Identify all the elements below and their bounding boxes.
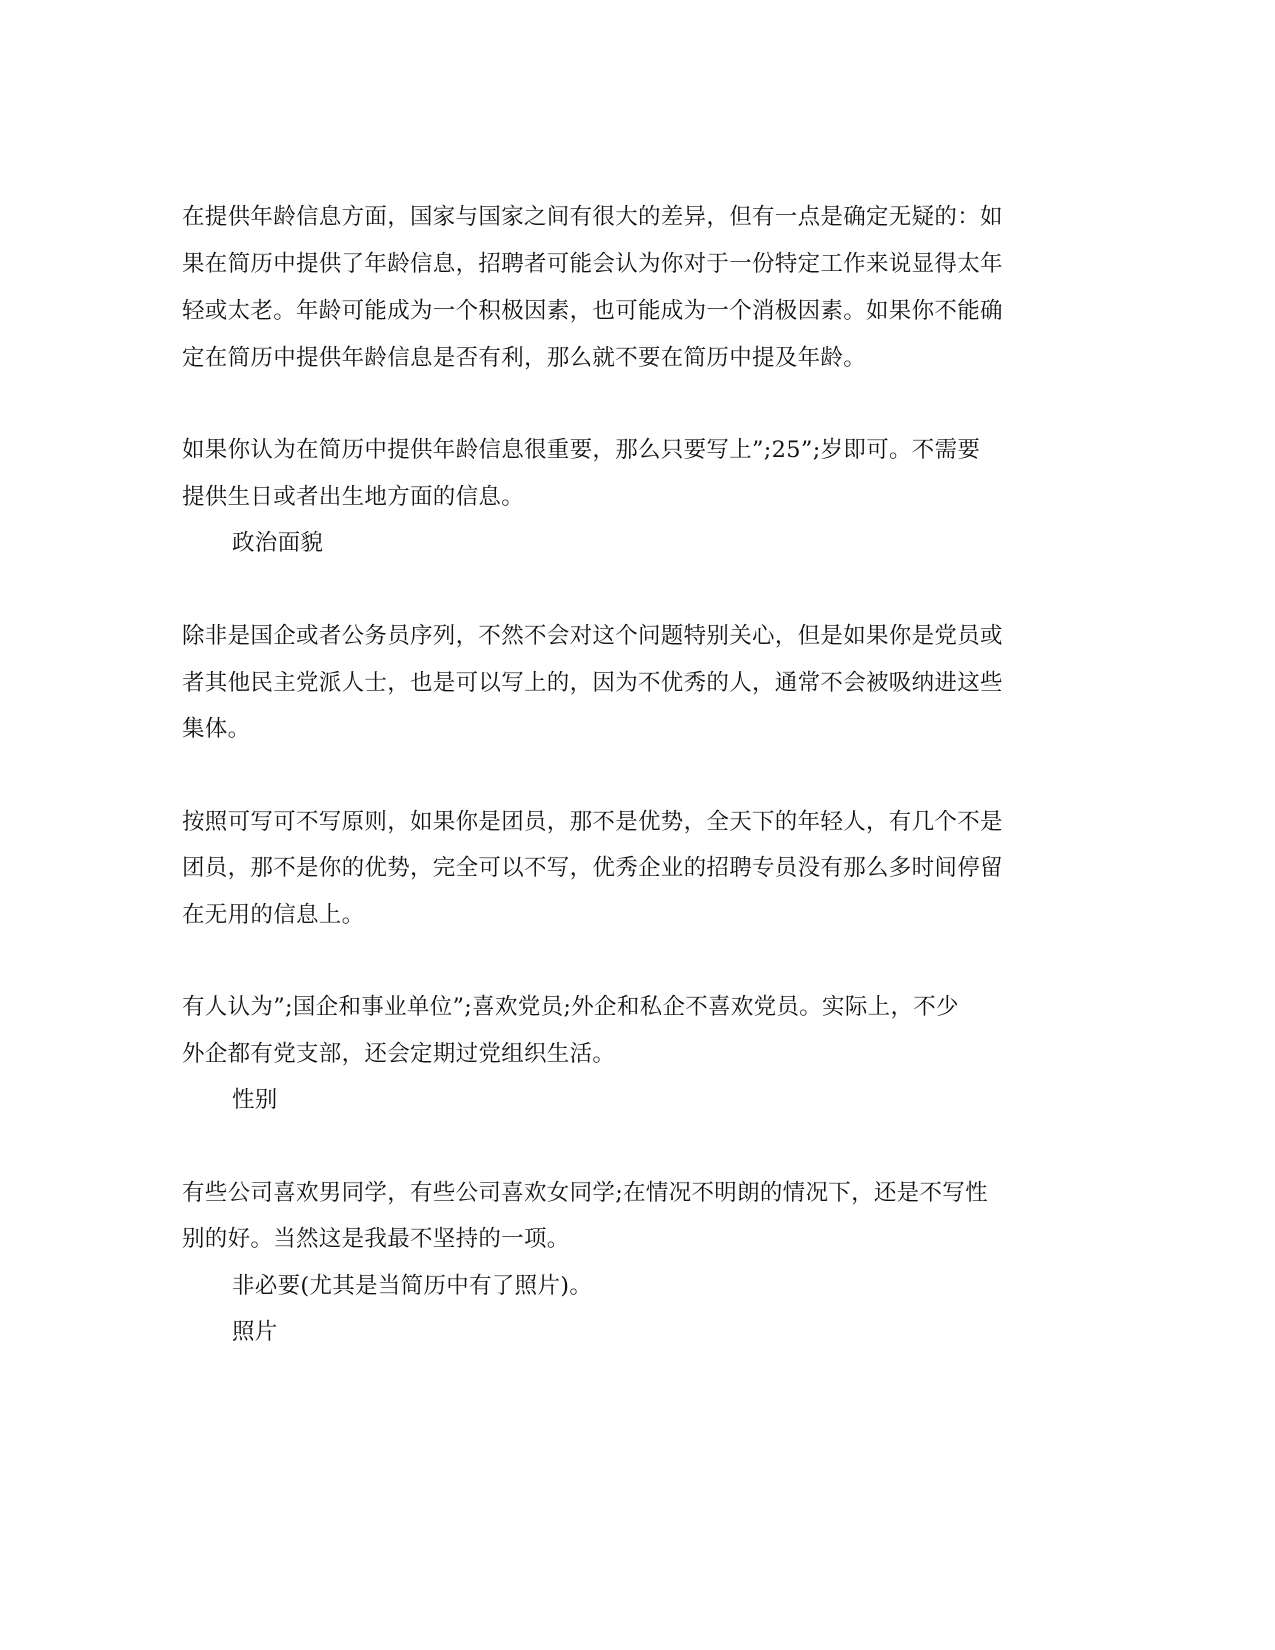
body-text-line: 定在简历中提供年龄信息是否有利，那么就不要在简历中提及年龄。 [182, 345, 867, 371]
body-text-line: 集体。 [182, 716, 251, 742]
body-text-line: 除非是国企或者公务员序列，不然不会对这个问题特别关心，但是如果你是党员或 [182, 623, 1003, 649]
section-heading: 政治面貌 [232, 530, 324, 556]
body-text-line: 者其他民主党派人士，也是可以写上的，因为不优秀的人，通常不会被吸纳进这些 [182, 670, 1003, 696]
body-text-line: 果在简历中提供了年龄信息，招聘者可能会认为你对于一份特定工作来说显得太年 [182, 251, 1003, 277]
body-text-line: 按照可写可不写原则，如果你是团员，那不是优势，全天下的年轻人，有几个不是 [182, 809, 1003, 835]
body-text-line: 别的好。当然这是我最不坚持的一项。 [182, 1226, 570, 1252]
body-text-line: 团员，那不是你的优势，完全可以不写，优秀企业的招聘专员没有那么多时间停留 [182, 855, 1003, 881]
body-text-line: 提供生日或者出生地方面的信息。 [182, 484, 525, 510]
body-text-line: 有些公司喜欢男同学，有些公司喜欢女同学;在情况不明朗的情况下，还是不写性 [182, 1180, 988, 1206]
body-text-line: 在无用的信息上。 [182, 902, 365, 928]
body-text-line: 如果你认为在简历中提供年龄信息很重要，那么只要写上”;25”;岁即可。不需要 [182, 437, 981, 463]
body-text-line: 在提供年龄信息方面，国家与国家之间有很大的差异，但有一点是确定无疑的：如 [182, 204, 1003, 230]
section-heading: 性别 [232, 1087, 278, 1113]
body-text-line: 轻或太老。年龄可能成为一个积极因素，也可能成为一个消极因素。如果你不能确 [182, 298, 1003, 324]
section-heading: 照片 [232, 1319, 278, 1345]
body-text-line: 有人认为”;国企和事业单位”;喜欢党员;外企和私企不喜欢党员。实际上，不少 [182, 994, 959, 1020]
body-text-line: 外企都有党支部，还会定期过党组织生活。 [182, 1041, 616, 1067]
body-text-line: 非必要(尤其是当简历中有了照片)。 [232, 1273, 593, 1299]
